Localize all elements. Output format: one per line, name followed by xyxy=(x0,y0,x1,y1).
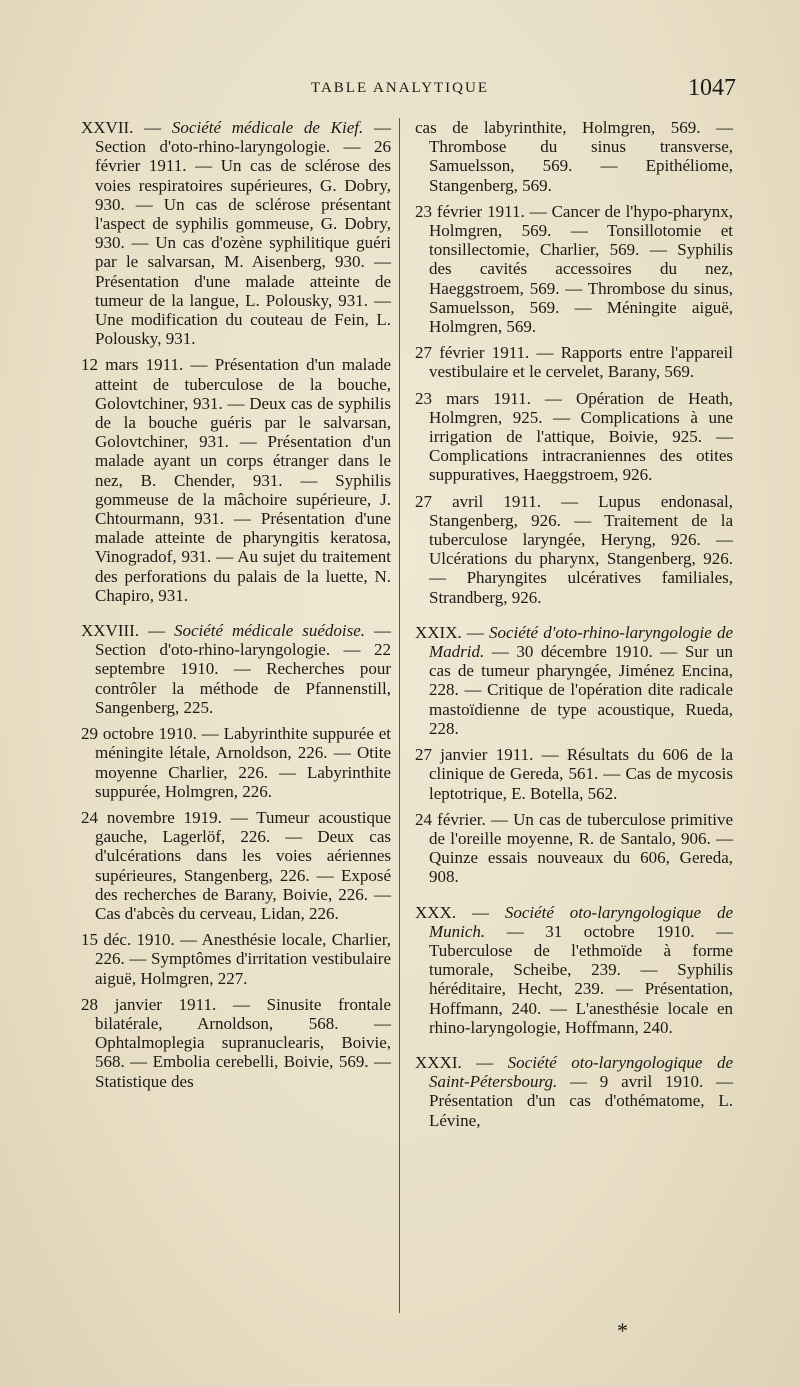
entry: XXXI. — Société oto-laryngologique de Saint-Pétersbourg. — 9 avril 1910. — Présentation d'un cas d'othématome, L. Lévine, xyxy=(415,1052,733,1130)
entry: 12 mars 1911. — Présentation d'un malade atteint de tuberculose de la bouche, Golovtchiner, 931. — Deux cas de syphilis de la bouche guéris par le salvarsan, Golovtchiner, 931. — Présentation d'un malade ayant un corps étranger dans le nez, B. Chender, 931. — Syphilis gommeuse de la mâchoire supérieure, J. Chtourmann, 931. — Présentation d'une malade atteinte de pharyngitis keratosa, Vinogradof, 931. — Au sujet du traitement des perforations du palais de la luette, N. Chapiro, 931. xyxy=(81,355,391,605)
entry: 24 février. — Un cas de tuberculose primitive de l'oreille moyenne, R. de Santalo, 906. — Quinze essais nouveaux du 606, Gereda, 908. xyxy=(415,809,733,887)
entry: 23 mars 1911. — Opération de Heath, Holmgren, 925. — Complications à une irrigation de l'attique, Boivie, 925. — Complications intracraniennes des otites suppuratives, Haeggstroem, 926. xyxy=(415,388,733,485)
entry: XXVII. — Société médicale de Kief. — Section d'oto-rhino-laryngologie. — 26 février 1911. — Un cas de sclérose des voies respiratoires supérieures, G. Dobry, 930. — Un cas de sclérose présentant l'aspect de syphilis gommeuse, G. Dobry, 930. — Un cas d'ozène syphilitique guéri par le salvarsan, M. Aisenberg, 930. — Présentation d'une malade atteinte de tumeur de la langue, L. Polousky, 931. — Une modification du couteau de Fein, L. Polousky, 931. xyxy=(81,118,392,349)
entry: 23 février 1911. — Cancer de l'hypo-pharynx, Holmgren, 569. — Tonsillotomie et tonsillectomie, Charlier, 569. — Syphilis des cavités accessoires du nez, Haeggstroem, 569. — Thrombose du sinus, Samuelsson, 569. — Méningite aiguë, Holmgren, 569. xyxy=(415,201,733,337)
column-divider xyxy=(399,118,400,1313)
entry: XXVIII. — Société médicale suédoise. — Section d'oto-rhino-laryngologie. — 22 septembre 1910. — Recherches pour contrôler la méthode de Pfannenstill, Sangenberg, 225. xyxy=(81,621,391,717)
entry: 29 octobre 1910. — Labyrinthite suppurée et méningite létale, Arnoldson, 226. — Otite moyenne Charlier, 226. — Labyrinthite suppurée, Holmgren, 226. xyxy=(81,724,391,801)
page-number: 1047 xyxy=(688,75,736,101)
entry: 28 janvier 1911. — Sinusite frontale bilatérale, Arnoldson, 568. — Ophtalmoplegia supranuclearis, Boivie, 568. — Embolia cerebelli, Boivie, 569. — Statistique des xyxy=(81,994,391,1091)
entry: 27 janvier 1911. — Résultats du 606 de la clinique de Gereda, 561. — Cas de mycosis leptotrique, E. Botella, 562. xyxy=(415,745,733,803)
entry: 27 avril 1911. — Lupus endonasal, Stangenberg, 926. — Traitement de la tuberculose laryngée, Heryng, 926. — Ulcérations du pharynx, Stangenberg, 926. — Pharyngites ulcératives familiales, Strandberg, 926. xyxy=(415,491,733,607)
entry: XXX. — Société oto-laryngologique de Munich. — 31 octobre 1910. — Tuberculose de l'ethmoïde à forme tumorale, Scheibe, 239. — Syphilis héréditaire, Hecht, 239. — Présentation, Hoffmann, 240. — L'anesthésie locale en rhino-laryngologie, Hoffmann, 240. xyxy=(415,902,733,1037)
asterisk-mark: * xyxy=(617,1318,628,1343)
entry: cas de labyrinthite, Holmgren, 569. — Thrombose du sinus transverse, Samuelsson, 569. — Epithéliome, Stangenberg, 569. xyxy=(415,118,733,195)
left-column xyxy=(81,118,391,1098)
entry: XXIX. — Société d'oto-rhino-laryngologie de Madrid. — 30 décembre 1910. — Sur un cas de tumeur pharyngée, Jiménez Encina, 228. — Critique de l'opération dite radicale mastoïdienne de type acoustique, Rueda, 228. xyxy=(415,622,733,738)
entry: 24 novembre 1919. — Tumeur acoustique gauche, Lagerlöf, 226. — Deux cas d'ulcérations dans les voies aériennes supérieures, Stangenberg, 226. — Exposé des recherches de Barany, Boivie, 226. — Cas d'abcès du cerveau, Lidan, 226. xyxy=(81,807,391,923)
entry: 15 déc. 1910. — Anesthésie locale, Charlier, 226. — Symptômes d'irritation vestibulaire aiguë, Holmgren, 227. xyxy=(81,930,391,988)
right-column xyxy=(415,118,733,1137)
entry: 27 février 1911. — Rapports entre l'appareil vestibulaire et le cervelet, Barany, 569. xyxy=(415,343,733,382)
running-header: TABLE ANALYTIQUE xyxy=(310,80,490,96)
